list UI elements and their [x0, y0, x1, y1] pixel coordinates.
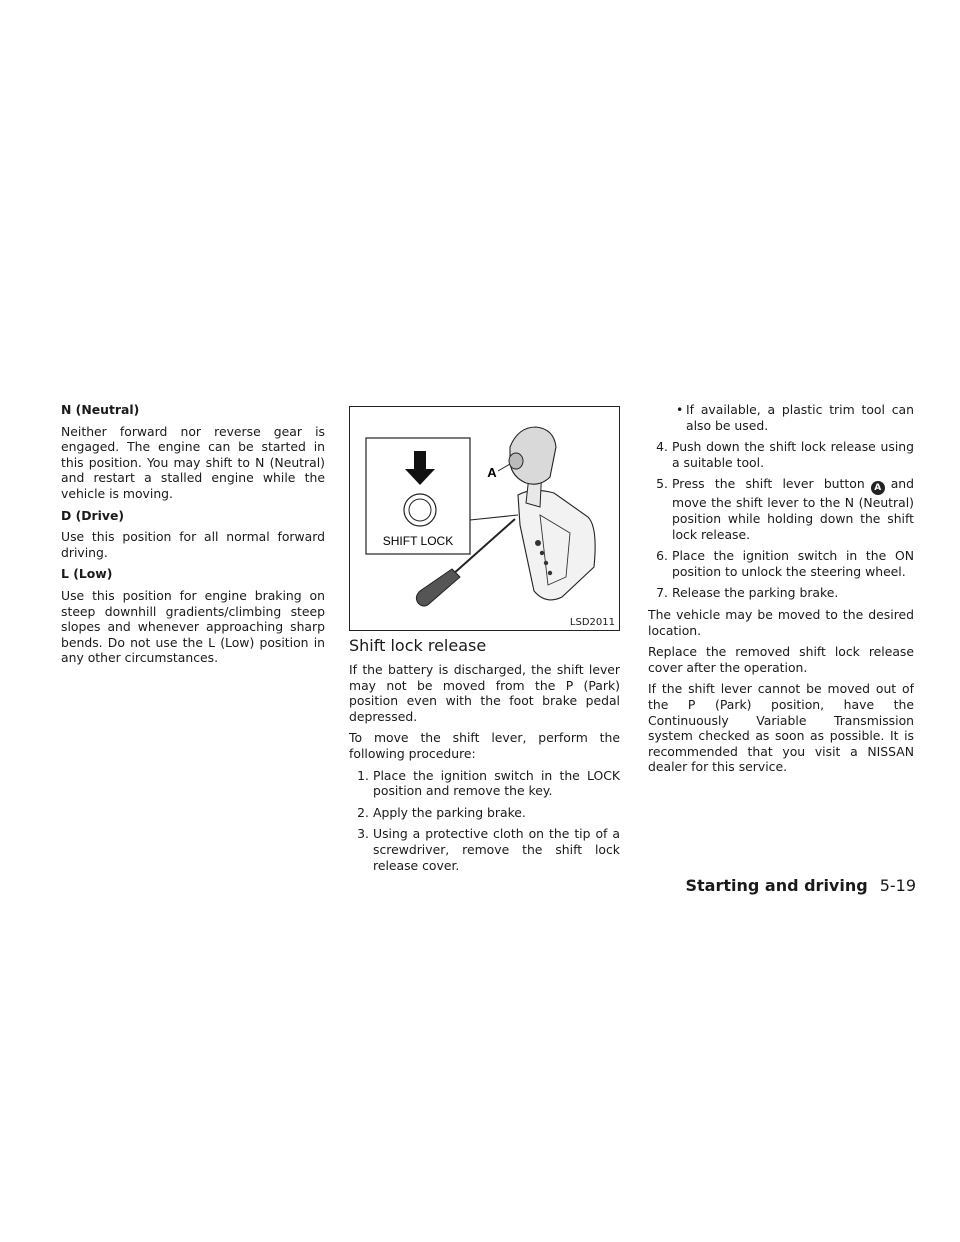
right-column — [648, 402, 914, 781]
section-title: Shift lock release — [349, 636, 487, 655]
lever-button — [509, 453, 523, 469]
neutral-heading: N (Neutral) — [61, 402, 140, 417]
low-heading: L (Low) — [61, 566, 113, 582]
inset-label: SHIFT LOCK — [382, 534, 454, 548]
screwdriver-handle — [416, 569, 460, 606]
list-item: 1. Place the ignition switch in the LOCK position and remove the key. — [357, 767, 620, 799]
list-item: 2. Apply the parking brake. — [357, 804, 526, 820]
list-item: 5. Press the shift lever button A and move the shift lever to the N (Neutral) position while holding down the shift lock release. — [656, 476, 914, 542]
left-column — [61, 402, 325, 672]
list-item: 3. Using a protective cloth on the tip of a screwdriver, remove the shift lock release cover. — [357, 826, 620, 873]
procedure-steps — [349, 768, 620, 874]
callout-a-icon: A — [871, 481, 885, 495]
list-item: 7. Release the parking brake. — [656, 585, 839, 601]
page-number: 5-19 — [879, 876, 916, 895]
callout-a-label: A — [487, 465, 497, 480]
footer-section-title: Starting and driving — [685, 876, 868, 895]
shift-lever-illustration — [350, 407, 619, 630]
page-footer — [685, 876, 916, 895]
paragraph: If the shift lever cannot be moved out of the P (Park) position, have the Continuously Variable Transmission system checked as soon as possible. It is recommended that you visit a NISSAN dealer for this service. — [648, 681, 914, 775]
figure-code: LSD2011 — [569, 617, 615, 628]
bullet-item: • If available, a plastic trim tool can also be used. — [676, 402, 914, 433]
shift-console — [518, 490, 595, 599]
list-item: 6. Place the ignition switch in the ON position to unlock the steering wheel. — [656, 548, 914, 579]
list-item: 4. Push down the shift lock release using a suitable tool. — [656, 439, 914, 470]
lead-in-paragraph: To move the shift lever, perform the following procedure: — [349, 730, 620, 761]
drive-heading: D (Drive) — [61, 507, 125, 523]
middle-column — [349, 636, 620, 879]
paragraph: The vehicle may be moved to the desired location. — [648, 606, 914, 638]
paragraph: Replace the removed shift lock release cover after the operation. — [648, 644, 914, 675]
intro-paragraph: If the battery is discharged, the shift lever may not be moved from the P (Park) position even with the foot brake pedal depressed. — [349, 662, 620, 724]
shift-lock-figure — [349, 406, 620, 631]
drive-text: Use this position for all normal forward driving. — [61, 529, 325, 560]
procedure-steps-continued — [648, 439, 914, 601]
neutral-text: Neither forward nor reverse gear is engaged. The engine can be started in this position. You may shift to N (Neutral) and restart a stalled engine while the vehicle is moving. — [61, 423, 325, 501]
low-text: Use this position for engine braking on steep downhill gradients/climbing steep slopes and whenever approaching sharp bends. Do not use the L (Low) position in any other circumstances. — [61, 587, 325, 666]
